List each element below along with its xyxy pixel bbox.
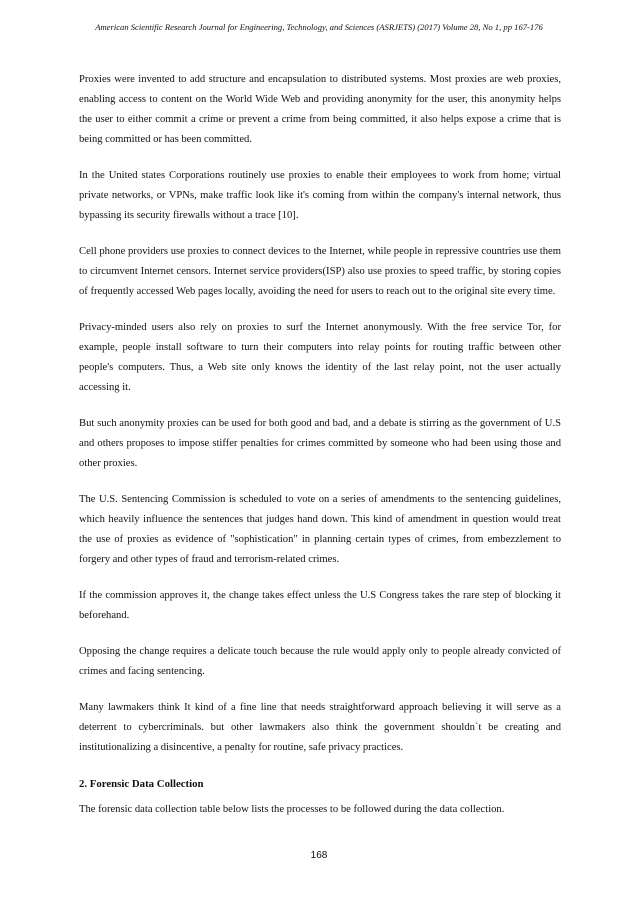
paragraph-anonymity-debate: But such anonymity proxies can be used for both good and bad, and a debate is stirring as the government of U.S and others proposes to impose stiffer penalties for crimes committed by someone who had been using those and other proxies. [79,418,561,469]
paragraph-sentencing-commission: The U.S. Sentencing Commission is scheduled to vote on a series of amendments to the sentencing guidelines, which heavily influence the sentences that judges hand down. This kind of amendment in question would treat the use of proxies as evidence of "sophistication" in planning certain types of crimes, from embezzlement to forgery and other types of fraud and terrorism-related crimes. [79,494,561,565]
section-heading: 2. Forensic Data Collection [79,778,204,790]
paragraph-corporations-vpn: In the United states Corporations routinely use proxies to enable their employees to work from home; virtual private networks, or VPNs, make traffic look like it's coming from within the company's internal network, thus bypassing its security firewalls without a trace [10]. [79,170,561,221]
paragraph-commission-approval: If the commission approves it, the change takes effect unless the U.S Congress takes the rare step of blocking it beforehand. [79,590,561,621]
paragraph-opposing-change: Opposing the change requires a delicate touch because the rule would apply only to people already convicted of crimes and facing sentencing. [79,646,561,677]
paragraph-cell-phone-providers: Cell phone providers use proxies to connect devices to the Internet, while people in repressive countries use them to circumvent Internet censors. Internet service providers(ISP) also use proxies to speed traffic, by storing copies of frequently accessed Web pages locally, avoiding the need for users to reach out to the original site every time. [79,246,561,297]
page-body [79,70,561,836]
paragraph-lawmakers: Many lawmakers think It kind of a fine line that needs straightforward approach believing it will serve as a deterrent to cybercriminals. but other lawmakers also think the government shouldn`t be creating and institutionalizing a disincentive, a penalty for routine, safe privacy practices. [79,702,561,753]
journal-header: American Scientific Research Journal for Engineering, Technology, and Sciences (ASRJETS) (2017) Volume 28, No 1, pp 167-176 [95,22,543,32]
page-number: 168 [310,850,328,861]
paragraph-proxies-intro: Proxies were invented to add structure and encapsulation to distributed systems. Most proxies are web proxies, enabling access to content on the World Wide Web and providing anonymity for the user, this anonymity helps the user to either commit a crime or prevent a crime from being committed, it also helps expose a crime that is being committed or has been committed. [79,74,561,145]
paragraph-privacy-tor: Privacy-minded users also rely on proxies to surf the Internet anonymously. With the free service Tor, for example, people install software to turn their computers into relay points for routing traffic between other people's computers. Thus, a Web site only knows the identity of the last relay point, not the user actually accessing it. [79,322,561,393]
section-intro-paragraph: The forensic data collection table below lists the processes to be followed during the data collection. [79,804,505,815]
